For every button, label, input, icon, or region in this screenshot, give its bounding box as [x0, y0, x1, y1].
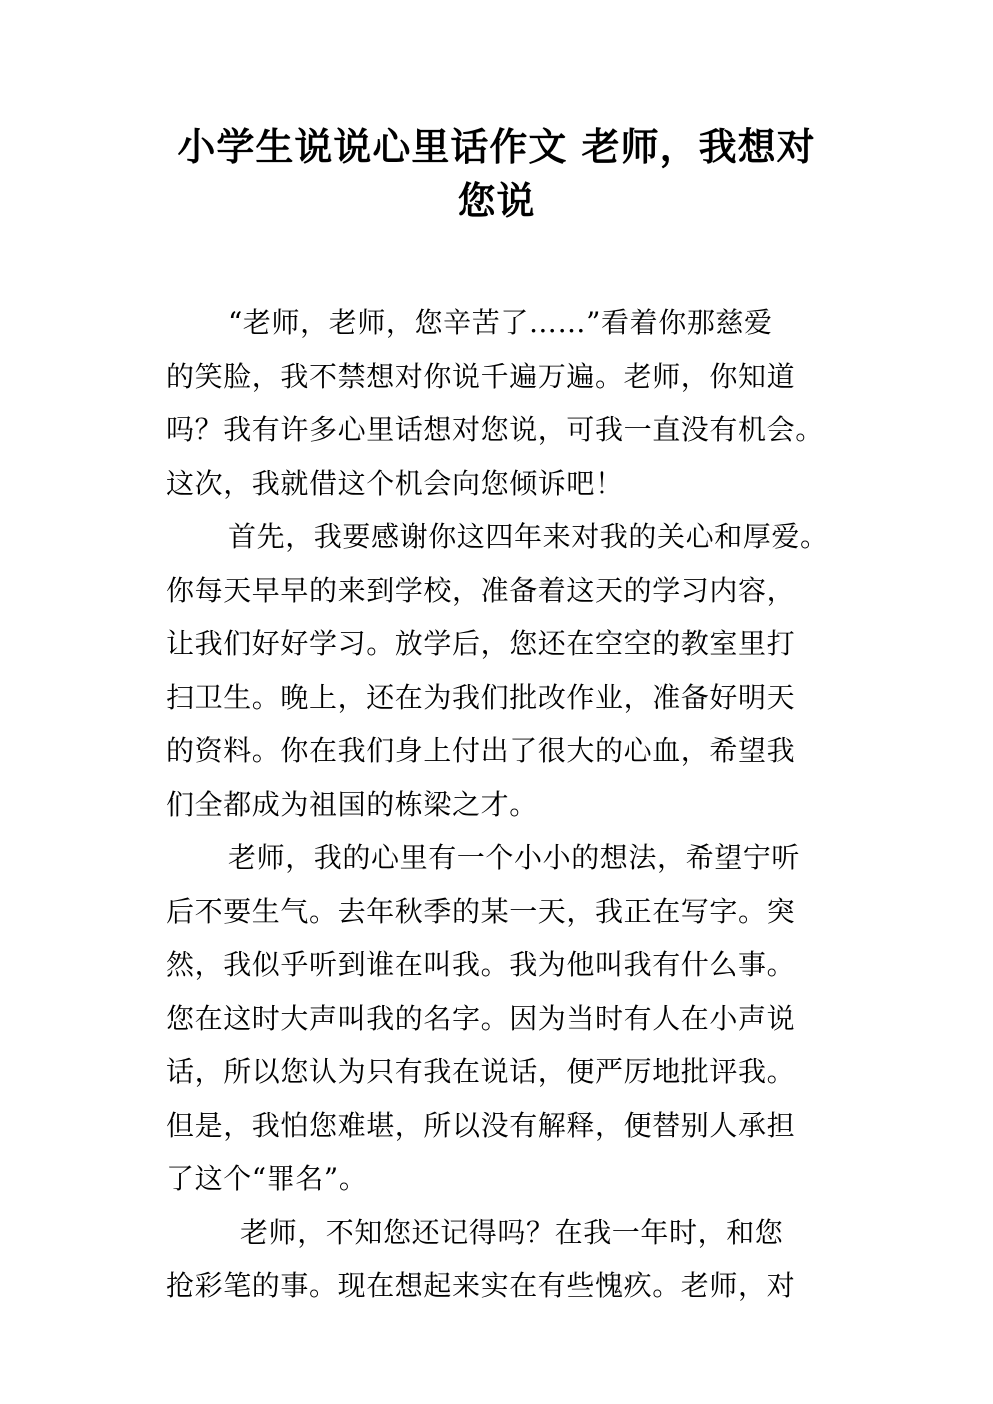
text-line: 然，我似乎听到谁在叫我。我为他叫我有什么事。: [166, 948, 796, 981]
text-line: 话，所以您认为只有我在说话，便严厉地批评我。: [166, 1055, 796, 1088]
text-line: 后不要生气。去年秋季的某一天，我正在写字。突: [166, 894, 796, 928]
text-line: 让我们好好学习。放学后，您还在空空的教室里打: [166, 627, 796, 660]
document-title: [150, 120, 843, 228]
text-line: 扫卫生。晚上，还在为我们批改作业，准备好明天: [166, 680, 796, 714]
text-line: 您在这时大声叫我的名字。因为当时有人在小声说: [166, 1001, 796, 1035]
text-line: 们全都成为祖国的栋梁之才。: [166, 787, 538, 821]
paragraph-2: [166, 510, 866, 831]
title-line: 您说: [457, 179, 536, 223]
text-line: “老师，老师，您辛苦了……”看着你那慈爱: [228, 306, 773, 339]
paragraph-4: [166, 1206, 866, 1313]
text-line: 吗？我有许多心里话想对您说，可我一直没有机会。: [166, 413, 824, 446]
text-line: 但是，我怕您难堪，所以没有解释，便替别人承担: [166, 1108, 796, 1142]
text-line: 老师，不知您还记得吗？在我一年时，和您: [240, 1215, 784, 1249]
paragraph-3: [166, 831, 866, 1206]
text-line: 抢彩笔的事。现在想起来实在有些愧疚。老师，对: [166, 1269, 796, 1302]
text-line: 的笑脸，我不禁想对你说千遍万遍。老师，你知道: [166, 359, 796, 393]
text-line: 了这个“罪名”。: [166, 1162, 368, 1195]
title-line: 小学生说说心里话作文 老师，我想对: [177, 125, 816, 169]
document-body: [166, 296, 866, 1313]
text-line: 的资料。你在我们身上付出了很大的心血，希望我: [166, 734, 796, 767]
text-line: 你每天早早的来到学校，准备着这天的学习内容，: [166, 573, 796, 607]
text-line: 老师，我的心里有一个小小的想法，希望宁听: [228, 841, 801, 874]
paragraph-1: [166, 296, 866, 510]
text-line: 首先，我要感谢你这四年来对我的关心和厚爱。: [228, 520, 829, 553]
text-line: 这次，我就借这个机会向您倾诉吧！: [166, 466, 624, 500]
